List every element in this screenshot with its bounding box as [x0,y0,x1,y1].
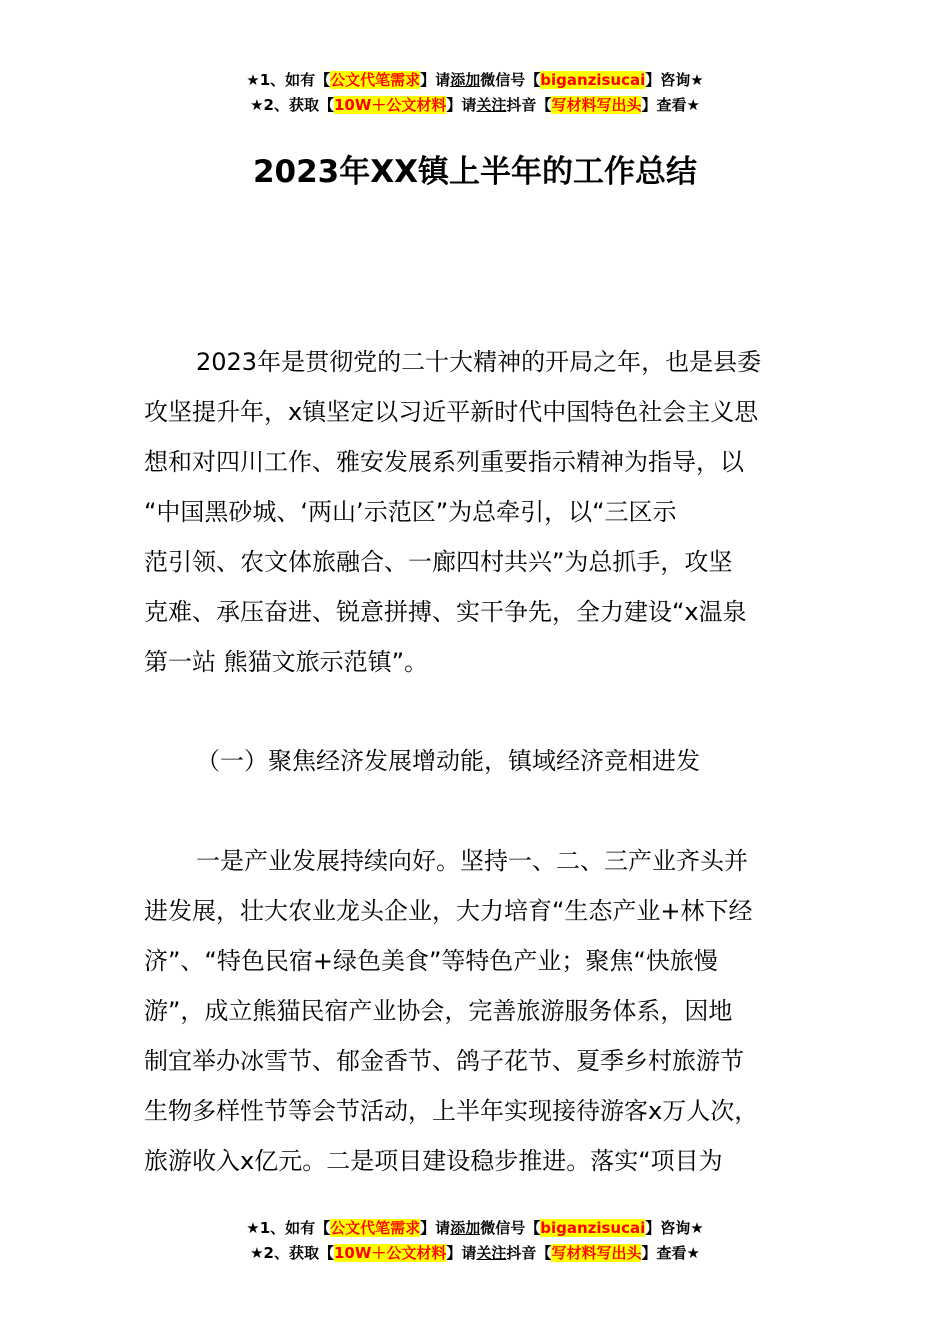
promo-text: 】请 [420,1219,451,1237]
promo-text: ★1、如有【 [246,1219,331,1237]
promo-line-1 [0,1216,950,1241]
promo-text: ★2、获取【 [250,1244,334,1262]
promo-text: 抖音【 [506,1244,552,1262]
promo-highlight: biganzisucai [540,71,646,89]
promo-text: ★1、如有【 [246,71,331,89]
promo-line-1 [0,68,950,93]
promo-text: 】请 [446,96,477,114]
promo-text: 】查看★ [641,96,700,114]
section-heading-text: （一）聚焦经济发展增动能，镇域经济竞相进发 [196,747,700,775]
paragraph-line: 2023年是贯彻党的二十大精神的开局之年，也是县委 [196,348,762,376]
promo-text: 抖音【 [506,96,552,114]
promo-highlight: 10W＋公文材料 [333,96,447,114]
body-paragraph [144,836,806,1186]
paragraph-line: 生物多样性节等会节活动，上半年实现接待游客x万人次， [144,1097,759,1125]
paragraph-line: “中国黑砂城、‘两山’示范区”为总牵引，以“三区示 [144,498,677,526]
paragraph-line: 范引领、农文体旅融合、一廊四村共兴”为总抓手，攻坚 [144,548,733,576]
intro-paragraph [144,337,806,687]
document-title: 2023年XX镇上半年的工作总结 [252,154,698,190]
paragraph-line: 制宜举办冰雪节、郁金香节、鸽子花节、夏季乡村旅游节 [144,1047,744,1075]
promo-text: 微信号【 [480,1219,541,1237]
paragraph-line: 克难、承压奋进、锐意拼搏、实干争先，全力建设“x温泉 [144,598,747,626]
paragraph-line: 第一站 熊猫文旅示范镇”。 [144,648,429,676]
promo-text: 】咨询★ [645,71,704,89]
paragraph-line: 一是产业发展持续向好。坚持一、二、三产业齐头并 [196,847,748,875]
promo-highlight: 10W＋公文材料 [333,1244,447,1262]
promo-text: ★2、获取【 [250,96,334,114]
promo-underline: 关注 [476,96,507,114]
paragraph-line: 想和对四川工作、雅安发展系列重要指示精神为指导，以 [144,448,744,476]
paragraph-line: 旅游收入x亿元。二是项目建设稳步推进。落实“项目为 [144,1147,723,1175]
promo-line-2 [0,93,950,118]
paragraph-line: 进发展，壮大农业龙头企业，大力培育“生态产业+林下经 [144,897,753,925]
promo-highlight: 公文代笔需求 [330,71,421,89]
paragraph-line: 攻坚提升年，x镇坚定以习近平新时代中国特色社会主义思 [144,398,759,426]
promo-underline: 添加 [450,1219,481,1237]
paragraph-line: 济”、“特色民宿+绿色美食”等特色产业；聚焦“快旅慢 [144,947,718,975]
promo-highlight: 写材料写出头 [551,96,642,114]
promo-text: 】咨询★ [645,1219,704,1237]
promo-text: 】请 [420,71,451,89]
promo-text: 微信号【 [480,71,541,89]
paragraph-line: 游”，成立熊猫民宿产业协会，完善旅游服务体系，因地 [144,997,733,1025]
section-heading [144,736,806,786]
promo-text: 】请 [446,1244,477,1262]
promo-highlight: 公文代笔需求 [330,1219,421,1237]
promo-underline: 关注 [476,1244,507,1262]
promo-highlight: biganzisucai [540,1219,646,1237]
promo-banner-bottom [0,1216,950,1266]
promo-text: 】查看★ [641,1244,700,1262]
promo-line-2 [0,1241,950,1266]
promo-banner-top [0,68,950,118]
promo-highlight: 写材料写出头 [551,1244,642,1262]
promo-underline: 添加 [450,71,481,89]
